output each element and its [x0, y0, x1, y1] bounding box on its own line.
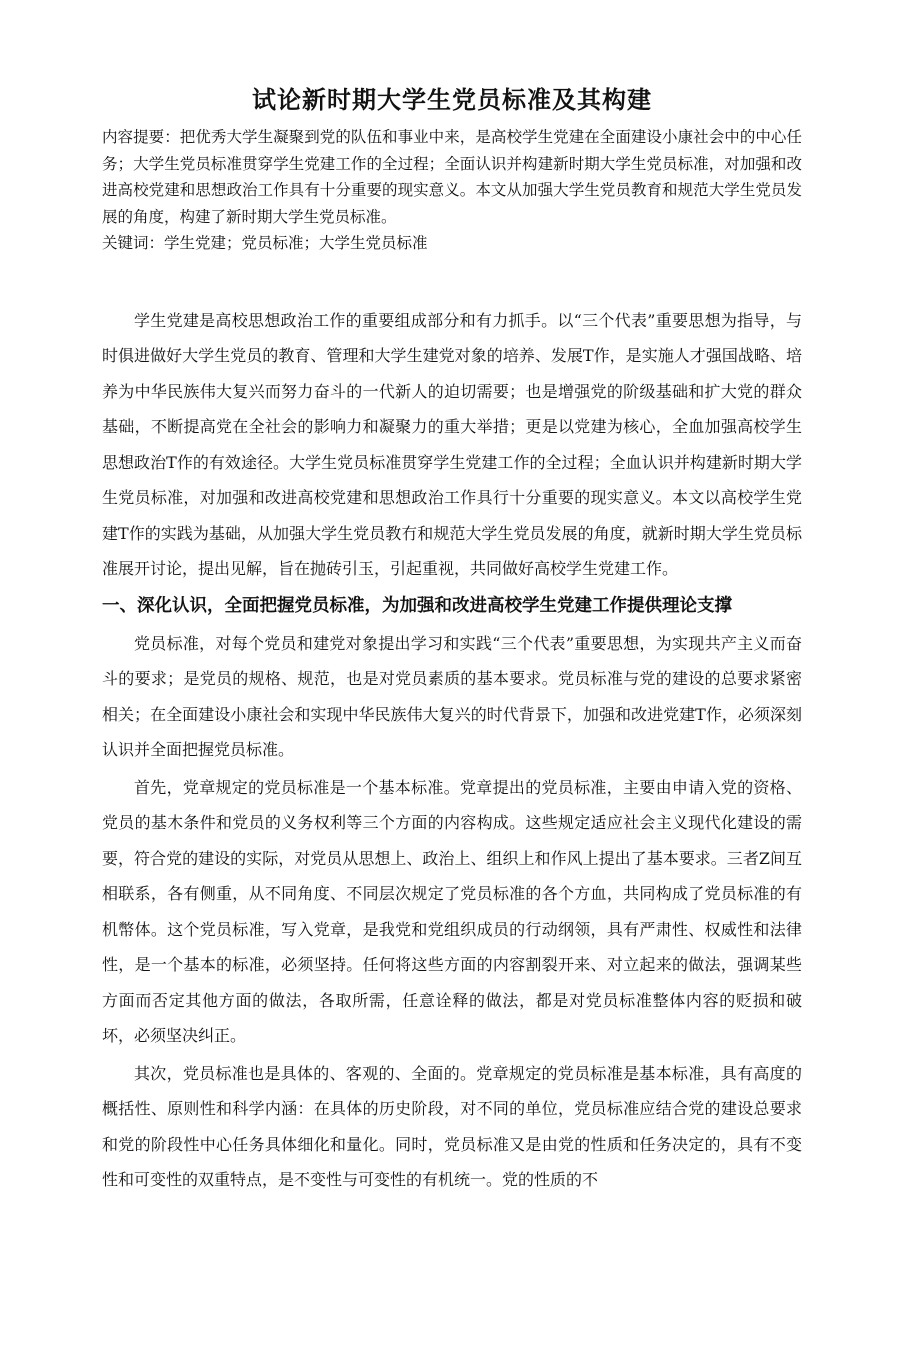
body-text — [102, 303, 802, 1198]
keywords: 关键词：学生党建；党员标准；大学生党员标准 — [102, 234, 428, 252]
body-paragraph: 党员标准，对每个党员和建党对象提出学习和实践“三个代表”重要思想，为实现共产主义而奋斗的要求；是党员的规格、规范，也是对党员素质的基本要求。党员标准与党的建设的总要求紧密相关；在全面建设小康社会和实现中华民族伟大复兴的时代背景下，加强和改进党建T作，必须深刻认识并全面把握党员标准。 — [102, 633, 802, 759]
body-paragraph: 其次，党员标准也是具体的、客观的、全面的。党章规定的党员标准是基本标准，具有高度的概括性、原则性和科学内涵：在具体的历史阶段，对不同的单位，党员标准应结合党的建设总要求和党的阶段性中心任务具体细化和量化。同时，党员标准又是由党的性质和任务决定的，具有不变性和可变性的双重特点，是不变性与可变性的有机统一。党的性质的不 — [102, 1063, 802, 1189]
body-paragraph: 首先，党章规定的党员标准是一个基本标准。党章提出的党员标准，主要由申请入党的资格、党员的基木条件和党员的义务权利等三个方面的内容构成。这些规定适应社会主义现代化建设的需要，符合党的建设的实际，对党员从思想上、政治上、组织上和作风上提出了基本要求。三者Z间互相联系，各有侧重，从不同角度、不同层次规定了党员标准的各个方血，共同构成了党员标准的有机幣体。这个党员标准，写入党章，是我党和党组织成员的行动纲领，具有严肃性、权威性和法律性，是一个基本的标准，必须坚持。任何将这些方面的内容割裂开来、对立起来的做法，强调某些方面而否定其他方面的做法，各取所需，任意诠释的做法，都是对党员标准整体内容的贬损和破坏，必须坚决纠正。 — [102, 777, 802, 1045]
paper-title: 试论新时期大学生党员标准及其构建 — [252, 86, 652, 114]
abstract: 内容提要：把优秀大学生凝聚到党的队伍和事业中来，是高校学生党建在全面建设小康社会中的中心任务；大学生党员标准贯穿学生党建工作的全过程；全面认识并构建新时期大学生党员标准，对加强和改进高校党建和思想政治工作具有十分重要的现实意义。本文从加强大学生党员教育和规范大学生党员发展的角度，构建了新时期大学生党员标准。 — [102, 128, 802, 226]
intro-paragraph: 学生党建是高校思想政治工作的重要组成部分和有力抓手。以“三个代表”重要思想为指导，与时俱进做好大学生党员的教育、管理和大学生建党对象的培养、发展T作，是实施人才强国战略、培养为中华民族伟大复兴而努力奋斗的一代新人的迫切需要；也是增强党的阶级基础和扩大党的群众基础，不断提高党在全社会的影响力和凝聚力的重大举措；更是以党建为核心，全血加强高校学生思想政治T作的有效途径。大学生党员标准贯穿学生党建工作的全过程；全血认识并构建新时期大学生党员标准，对加强和改进高校党建和思想政治工作具行十分重要的现实意义。本文以高校学生党建T作的实践为基础，从加强大学生党员教冇和规范大学生党员发展的角度，就新时期大学生党员标准展开讨论，提出见解，旨在抛砖引玉，引起重视，共同做好高校学生党建工作。 — [102, 310, 802, 578]
section-heading: 一、深化认识，全面把握党员标准，为加强和改进高校学生党建工作提供理论支撑 — [102, 595, 732, 616]
